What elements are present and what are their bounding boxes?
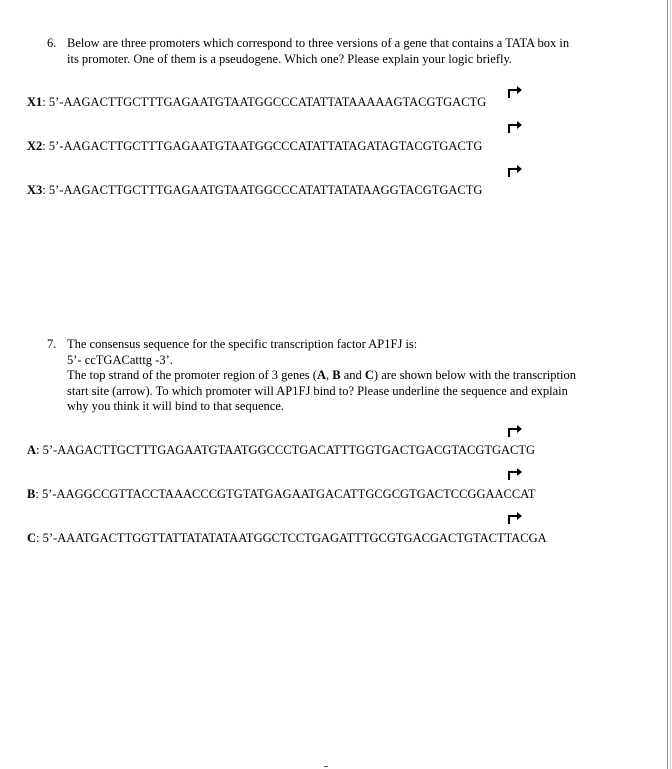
gene-b-ref: B [332,368,341,382]
question-7-line-4: start site (arrow). To which promoter will AP1FJ bind to? Please underline the sequence and explain [67,383,568,398]
question-7-line-5: why you think it will bind to that sequence. [67,399,284,413]
sequence-x3-text: : 5’-AAGACTTGCTTTGAGAATGTAATGGCCCATATTATATAAGGTACGTGACTG [42,183,483,197]
gene-c-ref: C [364,368,374,382]
q7-line3-part: ) are shown below with the transcription [373,368,576,382]
sequence-x3 [27,183,482,197]
question-7-text [67,337,627,415]
sequence-a [27,443,535,457]
question-6-line-1: Below are three promoters which correspond to three versions of a gene that contains a TATA box in [67,36,570,50]
sequence-c-text: : 5’-AAATGACTTGGTTATTATATATAATGGCTCCTGAGATTTGCGTGACGACTGTACTTACGA [36,531,547,545]
sequence-b [27,487,535,501]
question-7-line-3 [67,368,627,384]
question-6-number: 6. [47,36,57,50]
sequence-x2-text: : 5’-AAGACTTGCTTTGAGAATGTAATGGCCCATATTATAGATAGTACGTGACTG [42,139,483,153]
tss-arrow-icon [507,425,523,437]
tss-arrow-icon [507,512,523,524]
question-7-number: 7. [47,337,57,351]
sequence-c-label: C [27,531,37,545]
tss-arrow-icon [507,86,523,98]
sequence-x1-label: X1 [27,95,43,109]
question-6-text [67,36,627,67]
tss-arrow-icon [507,468,523,480]
sequence-x1-text: : 5’-AAGACTTGCTTTGAGAATGTAATGGCCCATATTATAAAAAGTACGTGACTG [42,95,487,109]
sequence-x2 [27,139,482,153]
q7-line3-part: The top strand of the promoter region of 3 genes ( [67,368,317,382]
page-footer-mark [324,766,328,767]
sequence-x3-label: X3 [27,183,43,197]
sequence-b-text: : 5’-AAGGCCGTTACCTAAACCCGTGTATGAGAATGACATTGCGCGTGACTCCGGAACCAT [35,487,536,501]
sequence-c [27,531,547,545]
sequence-a-text: : 5’-AAGACTTGCTTTGAGAATGTAATGGCCCTGACATTTGGTGACTGACGTACGTGACTG [36,443,536,457]
question-7-line-2: 5’- ccTGACatttg -3’. [67,352,173,367]
question-6-line-2: its promoter. One of them is a pseudogene. Which one? Please explain your logic briefly. [67,51,513,66]
question-7-line-1: The consensus sequence for the specific transcription factor AP1FJ is: [67,337,418,351]
tss-arrow-icon [507,165,523,177]
q7-line3-part: , [325,368,333,382]
q7-line3-part: and [340,368,365,382]
sequence-a-label: A [27,443,37,457]
tss-arrow-icon [507,121,523,133]
sequence-b-label: B [27,487,36,501]
sequence-x1 [27,95,486,109]
page-edge [667,0,668,769]
gene-a-ref: A [316,368,326,382]
page-edge-shadow [670,0,671,769]
sequence-x2-label: X2 [27,139,43,153]
